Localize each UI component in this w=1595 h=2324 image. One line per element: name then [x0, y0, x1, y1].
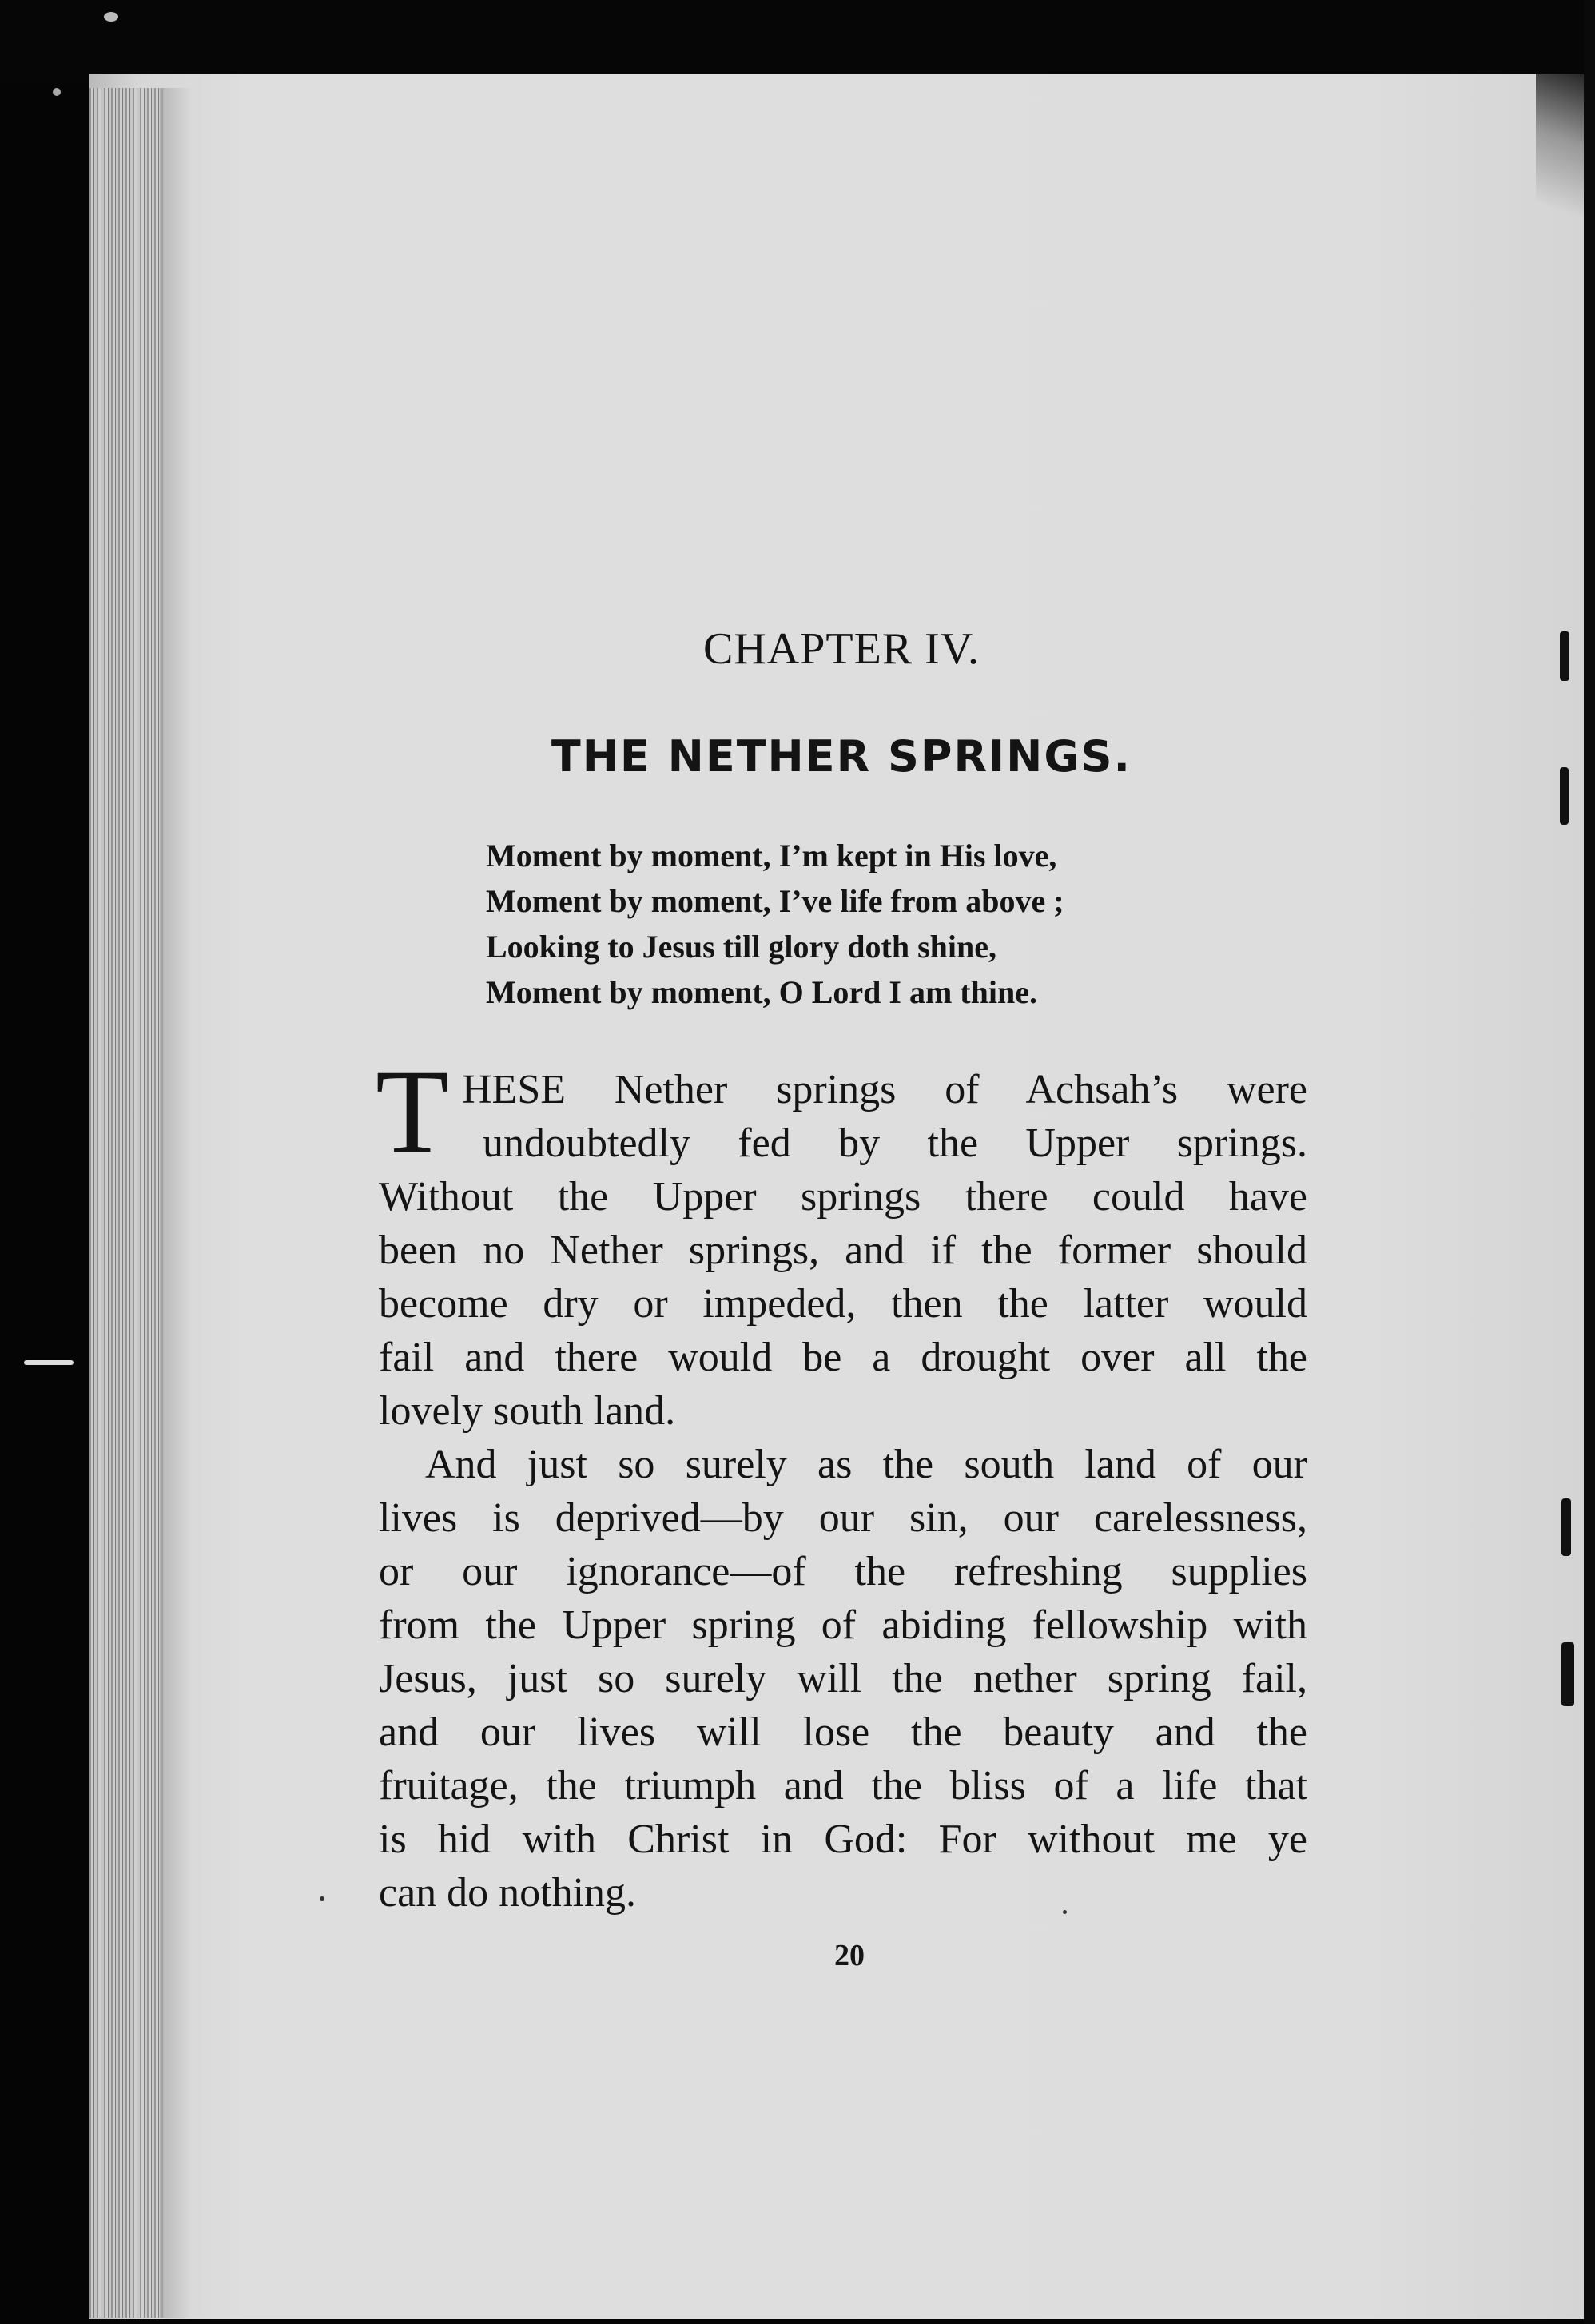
chapter-number: CHAPTER IV. [702, 624, 980, 674]
text-line: fail and there would be a drought over all the [379, 1335, 1307, 1380]
verse-line: Moment by moment, I’m kept in His love, [486, 838, 1057, 873]
margin-mark [24, 1360, 74, 1365]
chapter-title: THE NETHER SPRINGS. [551, 731, 1132, 782]
verse-line: Looking to Jesus till glory doth shine, [486, 929, 997, 965]
text-line: been no Nether springs, and if the former should [379, 1228, 1307, 1273]
verse-line: Moment by moment, O Lord I am thine. [486, 974, 1037, 1010]
margin-mark [1561, 1498, 1571, 1556]
text-line: lives is deprived—by our sin, our carelessness, [379, 1495, 1307, 1541]
text-line: Without the Upper springs there could have [379, 1174, 1307, 1220]
text-line: and our lives will lose the beauty and the [379, 1709, 1307, 1755]
text-line: lovely south land. [379, 1388, 676, 1434]
book-page-edges [89, 88, 165, 2318]
text-line: undoubtedly fed by the Upper springs. [483, 1120, 1307, 1166]
scan-speck [320, 1896, 324, 1901]
corner-shadow [1536, 74, 1584, 265]
text-line: or our ignorance—of the refreshing supplies [379, 1549, 1307, 1594]
text-line: Jesus, just so surely will the nether spring fail, [379, 1656, 1307, 1701]
text-line: from the Upper spring of abiding fellowship with [379, 1602, 1307, 1648]
scan-border-top [0, 0, 1595, 83]
gutter-shadow [160, 88, 192, 2318]
epigraph-verse [486, 833, 1064, 1015]
scan-speck [104, 12, 118, 22]
text-line: And just so surely as the south land of our [425, 1442, 1307, 1487]
text-line: HESE Nether springs of Achsah’s were [462, 1067, 1307, 1112]
drop-cap: T [376, 1045, 449, 1178]
text-line: become dry or impeded, then the latter would [379, 1281, 1307, 1327]
verse-line: Moment by moment, I’ve life from above ; [486, 883, 1064, 919]
text-line: fruitage, the triumph and the bliss of a life that [379, 1763, 1307, 1809]
text-line: is hid with Christ in God: For without me ye [379, 1817, 1307, 1862]
text-line: can do nothing. [379, 1870, 637, 1916]
margin-mark [1561, 1642, 1574, 1706]
scan-speck [53, 88, 61, 96]
paragraph-2 [379, 1438, 1307, 1920]
paragraph-1 [379, 1063, 1307, 1438]
scan-border-right [1584, 0, 1595, 2324]
page-number: 20 [834, 1939, 865, 1972]
